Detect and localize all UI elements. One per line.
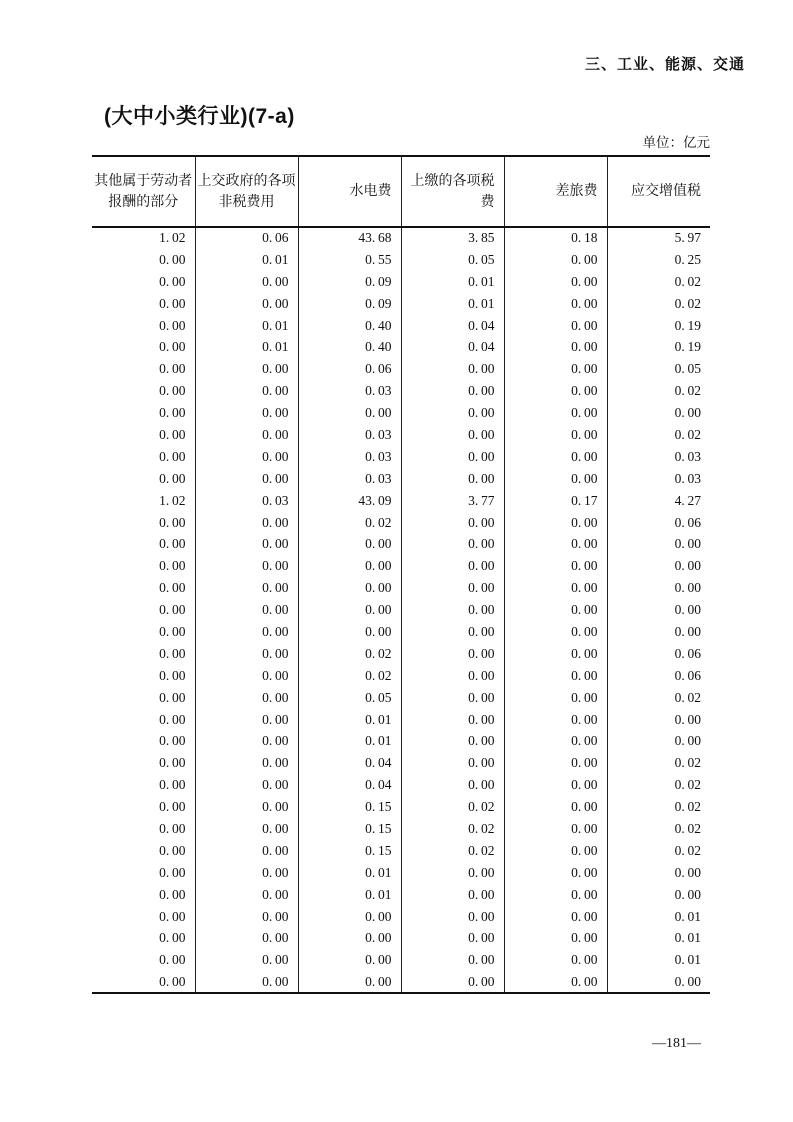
- table-body: [92, 227, 710, 993]
- table-cell: 0. 00: [159, 755, 186, 771]
- table-cell: 0. 06: [607, 643, 710, 665]
- table-cell: 0. 00: [401, 643, 504, 665]
- table-row: [92, 468, 710, 490]
- column-header: 差旅费: [504, 156, 607, 227]
- table-cell: 0. 00: [159, 689, 186, 705]
- table-cell: 0. 00: [401, 358, 504, 380]
- table-cell: 0. 00: [159, 514, 186, 530]
- table-cell: 0. 00: [195, 774, 298, 796]
- table-cell: 0. 00: [159, 273, 186, 289]
- table-cell: 0. 00: [401, 971, 504, 993]
- table-cell: 0. 17: [504, 490, 607, 512]
- table-cell: 0. 00: [607, 709, 710, 731]
- table-cell: 0. 00: [401, 446, 504, 468]
- table-cell: 0. 00: [159, 952, 186, 968]
- table-row: [92, 884, 710, 906]
- table-cell: 0. 00: [195, 599, 298, 621]
- table-cell: 0. 02: [607, 752, 710, 774]
- table-cell: 0. 00: [298, 577, 401, 599]
- table-cell: 0. 01: [607, 906, 710, 928]
- table-cell: 0. 00: [159, 908, 186, 924]
- table-cell: 0. 04: [401, 315, 504, 337]
- table-row: [92, 818, 710, 840]
- table-cell: 0. 00: [504, 468, 607, 490]
- table-cell: 0. 00: [401, 752, 504, 774]
- table-cell: 0. 03: [607, 446, 710, 468]
- table-cell: 0. 02: [401, 796, 504, 818]
- table-cell: 0. 00: [159, 733, 186, 749]
- table-cell: 0. 05: [298, 687, 401, 709]
- table-cell: 0. 00: [159, 383, 186, 399]
- table-cell: 0. 00: [159, 645, 186, 661]
- table-cell: 0. 00: [401, 730, 504, 752]
- table-cell: 0. 00: [504, 293, 607, 315]
- table-cell: 0. 00: [504, 358, 607, 380]
- table-row: [92, 862, 710, 884]
- table-cell: 0. 00: [159, 886, 186, 902]
- table-row: [92, 665, 710, 687]
- table-cell: 0. 00: [195, 555, 298, 577]
- table-cell: 0. 00: [504, 424, 607, 446]
- table-cell: 0. 00: [504, 577, 607, 599]
- table-cell: 0. 00: [195, 380, 298, 402]
- table-cell: 0. 00: [195, 446, 298, 468]
- table-cell: 0. 00: [159, 711, 186, 727]
- table-row: [92, 971, 710, 993]
- table-cell: 0. 00: [401, 533, 504, 555]
- table-cell: 0. 00: [195, 906, 298, 928]
- table-cell: 0. 00: [298, 949, 401, 971]
- table-cell: 0. 00: [159, 558, 186, 574]
- table-row: [92, 774, 710, 796]
- table-cell: 0. 00: [504, 949, 607, 971]
- table-row: [92, 402, 710, 424]
- table-cell: 0. 02: [401, 840, 504, 862]
- table-row: [92, 533, 710, 555]
- table-cell: 43. 09: [298, 490, 401, 512]
- table-cell: 0. 00: [159, 405, 186, 421]
- table-cell: 0. 05: [607, 358, 710, 380]
- table-cell: 0. 04: [298, 774, 401, 796]
- table-cell: 0. 00: [159, 295, 186, 311]
- table-cell: 0. 00: [195, 533, 298, 555]
- table-cell: 0. 03: [195, 490, 298, 512]
- column-header: 上交政府的各项 非税费用: [195, 156, 298, 227]
- table-row: [92, 315, 710, 337]
- table-cell: 0. 00: [401, 577, 504, 599]
- table-cell: 5. 97: [607, 227, 710, 249]
- table-cell: 0. 03: [298, 468, 401, 490]
- table-cell: 0. 00: [159, 602, 186, 618]
- table-cell: 0. 00: [195, 730, 298, 752]
- table-cell: 0. 00: [401, 599, 504, 621]
- table-cell: 0. 00: [401, 424, 504, 446]
- table-cell: 0. 00: [504, 840, 607, 862]
- table-cell: 0. 00: [159, 448, 186, 464]
- table-row: [92, 840, 710, 862]
- table-row: [92, 555, 710, 577]
- table-cell: 0. 02: [607, 687, 710, 709]
- table-cell: 0. 00: [504, 621, 607, 643]
- table-row: [92, 358, 710, 380]
- table-cell: 0. 19: [607, 336, 710, 358]
- table-cell: 3. 77: [401, 490, 504, 512]
- table-cell: 0. 00: [401, 380, 504, 402]
- table-cell: 0. 00: [195, 928, 298, 950]
- table-cell: 0. 00: [195, 512, 298, 534]
- table-cell: 0. 00: [607, 621, 710, 643]
- table-cell: 0. 00: [607, 730, 710, 752]
- table-cell: 0. 18: [504, 227, 607, 249]
- table-cell: 0. 00: [504, 512, 607, 534]
- table-row: [92, 796, 710, 818]
- table-cell: 0. 00: [401, 774, 504, 796]
- table-cell: 0. 00: [401, 555, 504, 577]
- table-cell: 0. 00: [504, 687, 607, 709]
- table-row: [92, 949, 710, 971]
- table-cell: 0. 40: [298, 315, 401, 337]
- table-cell: 0. 00: [298, 533, 401, 555]
- statistics-table: [92, 155, 710, 994]
- table-cell: 0. 00: [607, 971, 710, 993]
- table-cell: 0. 03: [298, 380, 401, 402]
- table-cell: 0. 00: [159, 820, 186, 836]
- page-title: (大中小类行业)(7-a): [104, 105, 295, 128]
- table-cell: 0. 00: [607, 402, 710, 424]
- table-cell: 0. 03: [298, 446, 401, 468]
- table-cell: 0. 02: [298, 665, 401, 687]
- table-cell: 0. 00: [159, 426, 186, 442]
- table-cell: 0. 09: [298, 293, 401, 315]
- table-cell: 0. 01: [195, 315, 298, 337]
- table-cell: 0. 00: [401, 468, 504, 490]
- unit-label: 单位：亿元: [642, 135, 710, 150]
- table-cell: 0. 00: [401, 621, 504, 643]
- table-cell: 0. 00: [504, 971, 607, 993]
- table-cell: 0. 00: [401, 687, 504, 709]
- table-cell: 0. 00: [195, 862, 298, 884]
- table-cell: 0. 00: [195, 796, 298, 818]
- table-cell: 0. 01: [298, 884, 401, 906]
- table-cell: 0. 00: [504, 752, 607, 774]
- table-cell: 1. 02: [159, 492, 186, 508]
- table-cell: 0. 02: [607, 424, 710, 446]
- table-cell: 0. 00: [195, 271, 298, 293]
- table-cell: 0. 25: [607, 249, 710, 271]
- table-cell: 0. 00: [504, 271, 607, 293]
- table-cell: 0. 00: [504, 818, 607, 840]
- table-cell: 0. 00: [607, 533, 710, 555]
- table-cell: 0. 00: [195, 665, 298, 687]
- table-cell: 0. 00: [195, 424, 298, 446]
- table-header-row: [92, 156, 710, 227]
- table-cell: 0. 01: [298, 862, 401, 884]
- table-cell: 0. 02: [298, 643, 401, 665]
- table-cell: 43. 68: [298, 227, 401, 249]
- table-cell: 0. 00: [607, 884, 710, 906]
- table-cell: 0. 00: [504, 643, 607, 665]
- column-header: 上缴的各项税费: [401, 156, 504, 227]
- table-cell: 0. 00: [195, 468, 298, 490]
- table-cell: 0. 03: [607, 468, 710, 490]
- table-cell: 0. 00: [195, 402, 298, 424]
- table-cell: 0. 02: [401, 818, 504, 840]
- table-cell: 0. 02: [607, 818, 710, 840]
- table-row: [92, 227, 710, 249]
- table-cell: 0. 01: [607, 928, 710, 950]
- table-row: [92, 599, 710, 621]
- table-row: [92, 380, 710, 402]
- table-row: [92, 490, 710, 512]
- column-header: 水电费: [298, 156, 401, 227]
- table-cell: 0. 00: [504, 315, 607, 337]
- table-cell: 0. 00: [159, 864, 186, 880]
- table-cell: 0. 00: [504, 336, 607, 358]
- table-cell: 0. 00: [401, 928, 504, 950]
- table-cell: 0. 02: [607, 840, 710, 862]
- table-cell: 0. 03: [298, 424, 401, 446]
- table-cell: 0. 00: [401, 402, 504, 424]
- table-cell: 0. 19: [607, 315, 710, 337]
- table-cell: 0. 05: [401, 249, 504, 271]
- table-cell: 0. 00: [504, 402, 607, 424]
- table-cell: 0. 00: [298, 555, 401, 577]
- table-cell: 0. 00: [504, 533, 607, 555]
- table-row: [92, 249, 710, 271]
- table-cell: 0. 00: [504, 774, 607, 796]
- table-cell: 0. 00: [504, 730, 607, 752]
- table-row: [92, 271, 710, 293]
- table-cell: 0. 00: [298, 906, 401, 928]
- table-cell: 0. 00: [504, 249, 607, 271]
- table-cell: 0. 00: [159, 317, 186, 333]
- table-cell: 0. 02: [607, 380, 710, 402]
- table-cell: 0. 00: [159, 799, 186, 815]
- table-cell: 0. 00: [504, 665, 607, 687]
- table-row: [92, 512, 710, 534]
- table-cell: 0. 01: [298, 730, 401, 752]
- table-cell: 0. 02: [607, 271, 710, 293]
- table-row: [92, 293, 710, 315]
- table-cell: 0. 00: [159, 930, 186, 946]
- table-cell: 0. 00: [159, 973, 186, 989]
- table-cell: 0. 00: [195, 971, 298, 993]
- table-cell: 0. 00: [195, 840, 298, 862]
- table-cell: 0. 00: [159, 251, 186, 267]
- table-row: [92, 643, 710, 665]
- table-cell: 0. 01: [401, 271, 504, 293]
- table-cell: 0. 01: [298, 709, 401, 731]
- table-cell: 0. 09: [298, 271, 401, 293]
- table-cell: 0. 00: [195, 358, 298, 380]
- table-cell: 0. 00: [298, 971, 401, 993]
- table-cell: 0. 15: [298, 818, 401, 840]
- table-cell: 0. 15: [298, 796, 401, 818]
- table-cell: 0. 00: [159, 580, 186, 596]
- table-cell: 0. 00: [607, 577, 710, 599]
- table-cell: 0. 00: [504, 380, 607, 402]
- table-cell: 0. 00: [607, 862, 710, 884]
- table-cell: 1. 02: [159, 230, 186, 246]
- table-cell: 0. 00: [401, 949, 504, 971]
- table-cell: 0. 00: [195, 884, 298, 906]
- table-cell: 0. 00: [504, 928, 607, 950]
- page-number: —181—: [652, 1036, 701, 1051]
- table-cell: 0. 00: [504, 709, 607, 731]
- table-cell: 0. 02: [607, 796, 710, 818]
- table-cell: 0. 00: [159, 339, 186, 355]
- table-cell: 0. 00: [298, 928, 401, 950]
- table-cell: 0. 01: [401, 293, 504, 315]
- table-row: [92, 577, 710, 599]
- table-cell: 0. 00: [401, 884, 504, 906]
- table-cell: 0. 00: [298, 599, 401, 621]
- table-cell: 3. 85: [401, 227, 504, 249]
- table-row: [92, 336, 710, 358]
- table-cell: 0. 00: [607, 599, 710, 621]
- table-cell: 0. 00: [195, 577, 298, 599]
- table-row: [92, 752, 710, 774]
- table-cell: 0. 00: [195, 949, 298, 971]
- table-cell: 0. 01: [607, 949, 710, 971]
- table-cell: 0. 00: [159, 623, 186, 639]
- table-cell: 0. 00: [401, 665, 504, 687]
- table-cell: 0. 00: [401, 512, 504, 534]
- table-cell: 0. 00: [159, 536, 186, 552]
- table-row: [92, 424, 710, 446]
- table-row: [92, 928, 710, 950]
- table-cell: 0. 00: [159, 667, 186, 683]
- table-cell: 0. 04: [401, 336, 504, 358]
- column-header: 应交增值税: [607, 156, 710, 227]
- table-cell: 0. 00: [195, 752, 298, 774]
- table-cell: 0. 00: [504, 862, 607, 884]
- table-cell: 0. 00: [504, 446, 607, 468]
- table-cell: 0. 00: [195, 709, 298, 731]
- table-cell: 0. 55: [298, 249, 401, 271]
- table-cell: 0. 00: [195, 687, 298, 709]
- table-cell: 0. 01: [195, 249, 298, 271]
- table-cell: 0. 00: [401, 906, 504, 928]
- table-cell: 0. 00: [607, 555, 710, 577]
- table-row: [92, 906, 710, 928]
- table-cell: 0. 00: [298, 402, 401, 424]
- table-cell: 0. 02: [607, 774, 710, 796]
- table-cell: 0. 00: [159, 361, 186, 377]
- table-row: [92, 687, 710, 709]
- table-cell: 0. 00: [504, 599, 607, 621]
- table-cell: 0. 00: [504, 906, 607, 928]
- table-row: [92, 446, 710, 468]
- table-cell: 0. 04: [298, 752, 401, 774]
- table-row: [92, 709, 710, 731]
- column-header: 其他属于劳动者 报酬的部分: [92, 156, 195, 227]
- table-cell: 0. 00: [159, 470, 186, 486]
- table-cell: 0. 02: [607, 293, 710, 315]
- table-cell: 0. 00: [159, 842, 186, 858]
- table-header-row: [92, 156, 710, 227]
- table-cell: 0. 00: [195, 818, 298, 840]
- table-cell: 0. 06: [298, 358, 401, 380]
- table-cell: 0. 06: [607, 512, 710, 534]
- table-cell: 0. 06: [195, 227, 298, 249]
- table-cell: 0. 00: [195, 293, 298, 315]
- table-cell: 0. 00: [298, 621, 401, 643]
- table-cell: 0. 06: [607, 665, 710, 687]
- table-cell: 0. 00: [195, 643, 298, 665]
- table-cell: 0. 00: [401, 709, 504, 731]
- table-cell: 0. 00: [195, 621, 298, 643]
- table-cell: 0. 00: [401, 862, 504, 884]
- table-row: [92, 621, 710, 643]
- table-cell: 0. 00: [159, 777, 186, 793]
- table-cell: 0. 40: [298, 336, 401, 358]
- table-cell: 0. 15: [298, 840, 401, 862]
- section-header: 三、工业、能源、交通: [584, 56, 745, 73]
- table-cell: 4. 27: [607, 490, 710, 512]
- table-cell: 0. 01: [195, 336, 298, 358]
- table-cell: 0. 00: [504, 555, 607, 577]
- table-cell: 0. 02: [298, 512, 401, 534]
- table-cell: 0. 00: [504, 884, 607, 906]
- table-cell: 0. 00: [504, 796, 607, 818]
- table-row: [92, 730, 710, 752]
